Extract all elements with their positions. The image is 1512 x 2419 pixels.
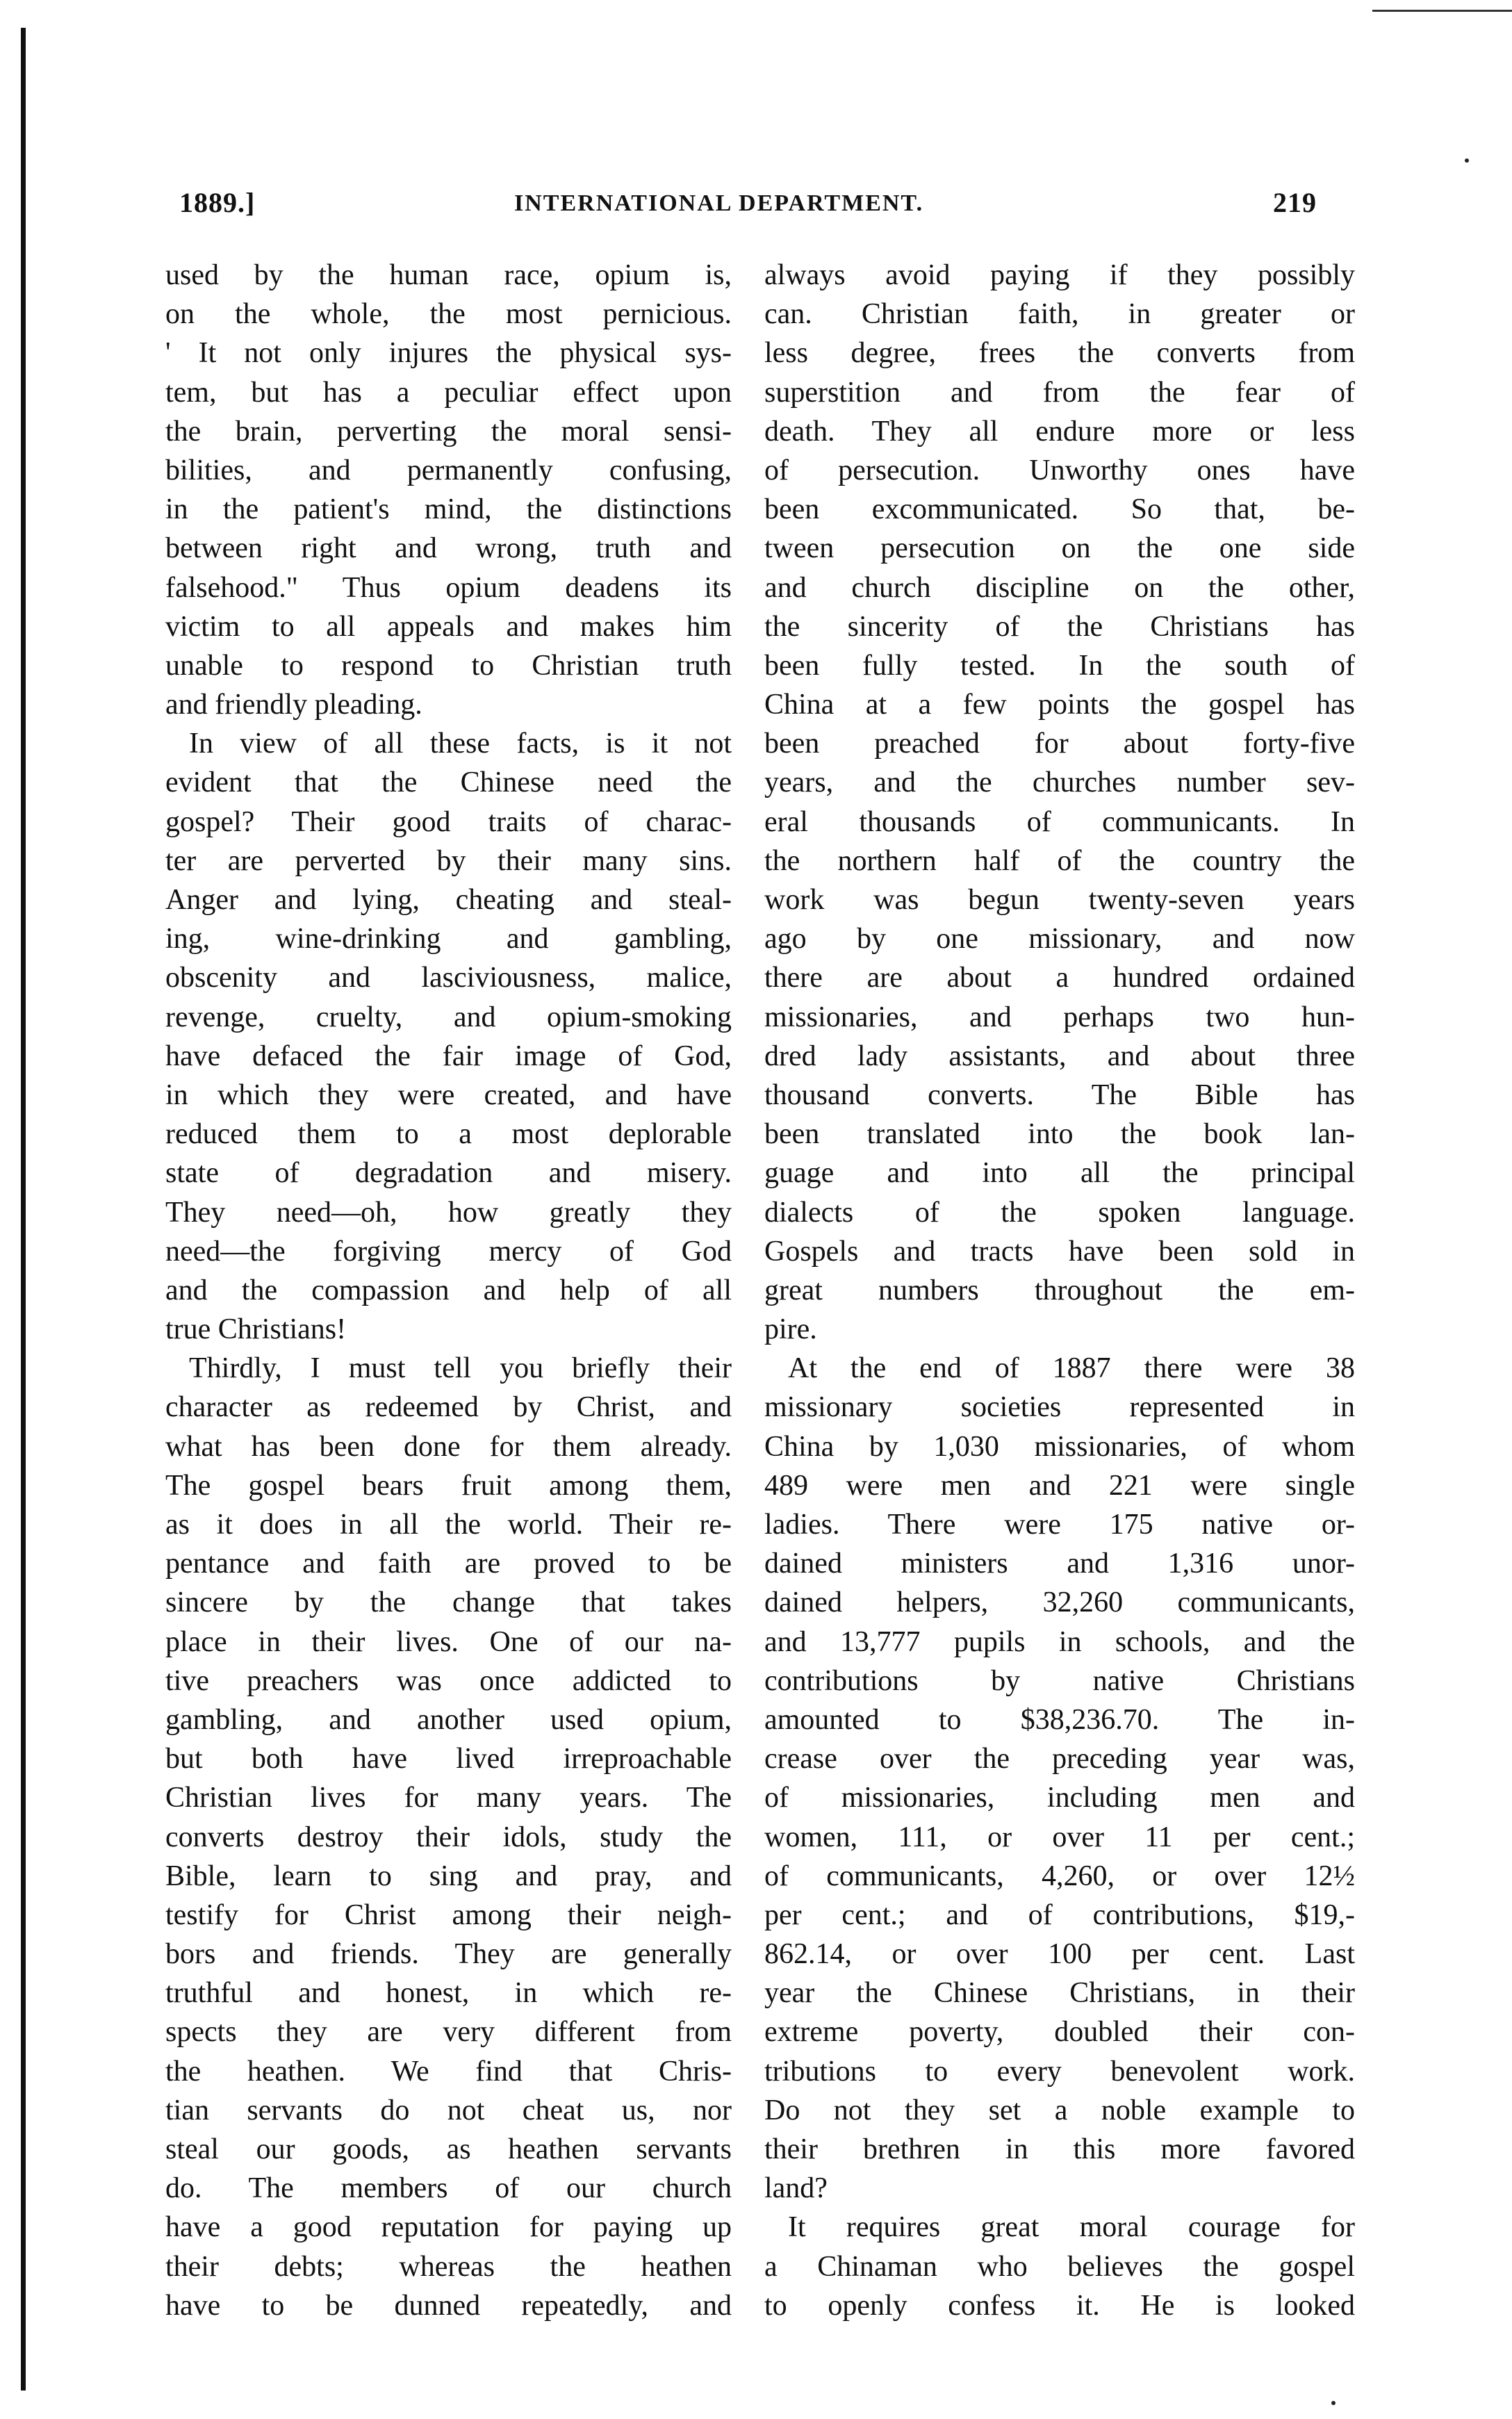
text-line: land?	[764, 2172, 828, 2205]
text-line: spects they are very different from	[165, 2016, 732, 2049]
text-line: Do not they set a noble example to	[764, 2094, 1355, 2126]
text-line: ago by one missionary, and now	[764, 923, 1355, 956]
text-line: between right and wrong, truth and	[165, 532, 732, 565]
text-line: dialects of the spoken language.	[764, 1196, 1355, 1229]
text-line: victim to all appeals and makes him	[165, 610, 732, 643]
text-line: and church discipline on the other,	[764, 571, 1355, 604]
text-line: pentance and faith are proved to be	[165, 1548, 732, 1580]
text-line: dained helpers, 32,260 communicants,	[764, 1586, 1355, 1619]
text-line: dred lady assistants, and about three	[764, 1040, 1355, 1072]
text-line: ter are perverted by their many sins.	[165, 844, 732, 877]
text-line: gospel? Their good traits of charac-	[165, 805, 732, 838]
paragraph	[764, 1349, 1355, 2208]
text-line: Bible, learn to sing and pray, and	[165, 1860, 732, 1892]
text-line: 489 were men and 221 were single	[764, 1469, 1355, 1502]
text-column-right	[764, 256, 1355, 2325]
text-line: converts destroy their idols, study the	[165, 1821, 732, 1853]
text-line: Thirdly, I must tell you briefly their	[189, 1352, 732, 1385]
text-line: been preached for about forty-five	[764, 728, 1355, 760]
text-line: tributions to every benevolent work.	[764, 2055, 1355, 2088]
text-line: Christian lives for many years. The	[165, 1782, 732, 1814]
binding-edge-line	[21, 28, 26, 2391]
paragraph	[165, 1349, 732, 2325]
text-line: It requires great moral courage for	[788, 2211, 1355, 2244]
running-head-year: 1889.]	[179, 187, 256, 218]
text-line: have defaced the fair image of God,	[165, 1040, 732, 1072]
text-line: in which they were created, and have	[165, 1079, 732, 1111]
text-line: their brethren in this more favored	[764, 2133, 1355, 2165]
text-line: The gospel bears fruit among them,	[165, 1469, 732, 1502]
text-line: falsehood." Thus opium deadens its	[165, 571, 732, 604]
text-line: there are about a hundred ordained	[764, 962, 1355, 994]
text-line: tem, but has a peculiar effect upon	[165, 376, 732, 409]
text-line: steal our goods, as heathen servants	[165, 2133, 732, 2165]
text-line: the heathen. We find that Chris-	[165, 2055, 732, 2088]
text-line: tian servants do not cheat us, nor	[165, 2094, 732, 2126]
text-line: and friendly pleading.	[165, 689, 422, 721]
text-line: China by 1,030 missionaries, of whom	[764, 1430, 1355, 1463]
speck-mark	[1465, 158, 1469, 163]
text-line: the brain, perverting the moral sensi-	[165, 415, 732, 448]
text-line: place in their lives. One of our na-	[165, 1625, 732, 1658]
text-line: At the end of 1887 there were 38	[788, 1352, 1355, 1385]
text-line: missionary societies represented in	[764, 1391, 1355, 1424]
text-line: year the Chinese Christians, in their	[764, 1977, 1355, 2010]
text-line: and the compassion and help of all	[165, 1274, 732, 1306]
top-rule-line	[1372, 10, 1512, 12]
text-line: less degree, frees the converts from	[764, 337, 1355, 370]
text-line: the sincerity of the Christians has	[764, 610, 1355, 643]
text-line: on the whole, the most pernicious.	[165, 298, 732, 331]
text-line: have to be dunned repeatedly, and	[165, 2289, 732, 2322]
text-line: death. They all endure more or less	[764, 415, 1355, 448]
text-line: of persecution. Unworthy ones have	[764, 454, 1355, 486]
text-line: unable to respond to Christian truth	[165, 649, 732, 682]
text-line: sincere by the change that takes	[165, 1586, 732, 1619]
speck-mark	[1331, 2401, 1336, 2405]
text-line: years, and the churches number sev-	[764, 766, 1355, 799]
text-line: in the patient's mind, the distinctions	[165, 493, 732, 526]
text-line: crease over the preceding year was,	[764, 1743, 1355, 1776]
text-line: eral thousands of communicants. In	[764, 805, 1355, 838]
text-line: always avoid paying if they possibly	[764, 259, 1355, 291]
text-line: work was begun twenty-seven years	[764, 884, 1355, 916]
text-line: ing, wine-drinking and gambling,	[165, 923, 732, 956]
text-line: missionaries, and perhaps two hun-	[764, 1001, 1355, 1033]
text-line: great numbers throughout the em-	[764, 1274, 1355, 1306]
text-line: true Christians!	[165, 1313, 347, 1346]
text-line: testify for Christ among their neigh-	[165, 1899, 732, 1931]
text-line: extreme poverty, doubled their con-	[764, 2016, 1355, 2049]
text-line: China at a few points the gospel has	[764, 689, 1355, 721]
text-line: and 13,777 pupils in schools, and the	[764, 1625, 1355, 1658]
text-line: pire.	[764, 1313, 817, 1346]
text-line: can. Christian faith, in greater or	[764, 298, 1355, 331]
text-line: They need—oh, how greatly they	[165, 1196, 732, 1229]
text-line: ladies. There were 175 native or-	[764, 1509, 1355, 1541]
text-line: need—the forgiving mercy of God	[165, 1235, 732, 1268]
text-line: of communicants, 4,260, or over 12½	[764, 1860, 1355, 1892]
text-line: per cent.; and of contributions, $19,-	[764, 1899, 1355, 1931]
text-line: been excommunicated. So that, be-	[764, 493, 1355, 526]
text-line: what has been done for them already.	[165, 1430, 732, 1463]
text-line: been fully tested. In the south of	[764, 649, 1355, 682]
text-line: Anger and lying, cheating and steal-	[165, 884, 732, 916]
text-line: Gospels and tracts have been sold in	[764, 1235, 1355, 1268]
text-line: amounted to $38,236.70. The in-	[764, 1703, 1355, 1736]
text-line: In view of all these facts, is it not	[189, 728, 732, 760]
text-line: as it does in all the world. Their re-	[165, 1509, 732, 1541]
text-line: women, 111, or over 11 per cent.;	[764, 1821, 1355, 1853]
text-column-left	[165, 256, 732, 2325]
text-line: superstition and from the fear of	[764, 376, 1355, 409]
text-line: evident that the Chinese need the	[165, 766, 732, 799]
text-line: revenge, cruelty, and opium-smoking	[165, 1001, 732, 1033]
text-line: obscenity and lasciviousness, malice,	[165, 962, 732, 994]
text-line: a Chinaman who believes the gospel	[764, 2250, 1355, 2283]
text-line: to openly confess it. He is looked	[764, 2289, 1355, 2322]
paragraph	[165, 256, 732, 724]
text-line: dained ministers and 1,316 unor-	[764, 1548, 1355, 1580]
text-line: gambling, and another used opium,	[165, 1703, 732, 1736]
text-line: state of degradation and misery.	[165, 1157, 732, 1190]
text-line: 862.14, or over 100 per cent. Last	[764, 1938, 1355, 1971]
text-line: tween persecution on the one side	[764, 532, 1355, 565]
text-line: contributions by native Christians	[764, 1664, 1355, 1697]
text-line: but both have lived irreproachable	[165, 1743, 732, 1776]
paragraph	[764, 2208, 1355, 2325]
text-line: ' It not only injures the physical sys-	[165, 337, 732, 370]
text-line: guage and into all the principal	[764, 1157, 1355, 1190]
running-head-title: INTERNATIONAL DEPARTMENT.	[514, 190, 924, 216]
text-line: of missionaries, including men and	[764, 1782, 1355, 1814]
text-line: the northern half of the country the	[764, 844, 1355, 877]
text-line: bilities, and permanently confusing,	[165, 454, 732, 486]
text-line: have a good reputation for paying up	[165, 2211, 732, 2244]
text-line: do. The members of our church	[165, 2172, 732, 2205]
text-line: truthful and honest, in which re-	[165, 1977, 732, 2010]
text-line: thousand converts. The Bible has	[764, 1079, 1355, 1111]
text-line: been translated into the book lan-	[764, 1118, 1355, 1151]
text-line: bors and friends. They are generally	[165, 1938, 732, 1971]
text-line: their debts; whereas the heathen	[165, 2250, 732, 2283]
text-line: reduced them to a most deplorable	[165, 1118, 732, 1151]
text-line: tive preachers was once addicted to	[165, 1664, 732, 1697]
paragraph	[165, 724, 732, 1349]
text-line: character as redeemed by Christ, and	[165, 1391, 732, 1424]
page-number: 219	[1273, 187, 1317, 218]
text-line: used by the human race, opium is,	[165, 259, 732, 291]
paragraph	[764, 256, 1355, 1349]
